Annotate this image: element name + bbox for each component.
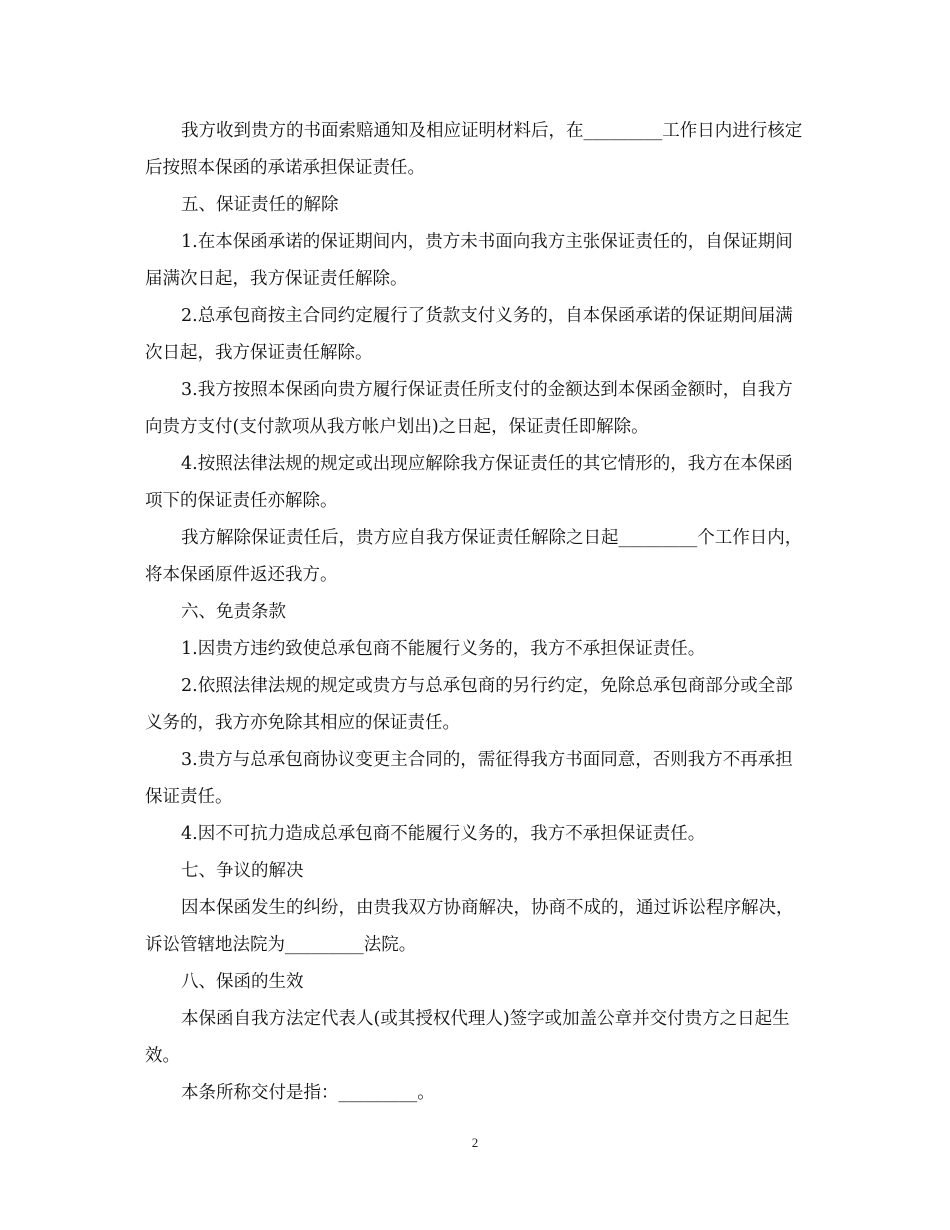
paragraph-verification-clause: 我方收到贵方的书面索赔通知及相应证明材料后，在_________工作日内进行核定后按照本保函的承诺承担保证责任。	[145, 121, 803, 178]
document-body	[145, 113, 810, 1112]
exemption-clause-1: 1.因贵方违约致使总承包商不能履行义务的，我方不承担保证责任。	[181, 639, 706, 659]
section-heading-effect: 八、保函的生效	[181, 972, 304, 992]
exemption-clause-4: 4.因不可抗力造成总承包商不能履行义务的，我方不承担保证责任。	[181, 824, 706, 844]
release-clause-2: 2.总承包商按主合同约定履行了货款支付义务的，自本保函承诺的保证期间届满次日起，我方保证责任解除。	[145, 306, 793, 363]
paragraph-return-original: 我方解除保证责任后，贵方应自我方保证责任解除之日起_________个工作日内，将本保函原件返还我方。	[145, 528, 803, 585]
release-clause-3: 3.我方按照本保函向贵方履行保证责任所支付的金额达到本保函金额时，自我方向贵方支付(支付款项从我方帐户划出)之日起，保证责任即解除。	[145, 380, 793, 437]
delivery-definition: 本条所称交付是指：_________。	[181, 1083, 435, 1103]
effect-clause: 本保函自我方法定代表人(或其授权代理人)签字或加盖公章并交付贵方之日起生效。	[145, 1009, 790, 1066]
release-clause-1: 1.在本保函承诺的保证期间内，贵方未书面向我方主张保证责任的，自保证期间届满次日起，我方保证责任解除。	[145, 232, 793, 289]
section-heading-exemption: 六、免责条款	[181, 602, 286, 622]
dispute-clause: 因本保函发生的纠纷，由贵我双方协商解决，协商不成的，通过诉讼程序解决，诉讼管辖地法院为_________法院。	[145, 898, 794, 955]
page-number: 2	[471, 1135, 479, 1150]
exemption-clause-3: 3.贵方与总承包商协议变更主合同的，需征得我方书面同意，否则我方不再承担保证责任。	[145, 750, 793, 807]
exemption-clause-2: 2.依照法律法规的规定或贵方与总承包商的另行约定，免除总承包商部分或全部义务的，我方亦免除其相应的保证责任。	[145, 676, 793, 733]
section-heading-release: 五、保证责任的解除	[181, 195, 339, 215]
section-heading-dispute: 七、争议的解决	[181, 861, 304, 881]
release-clause-4: 4.按照法律法规的规定或出现应解除我方保证责任的其它情形的，我方在本保函项下的保证责任亦解除。	[145, 454, 793, 511]
